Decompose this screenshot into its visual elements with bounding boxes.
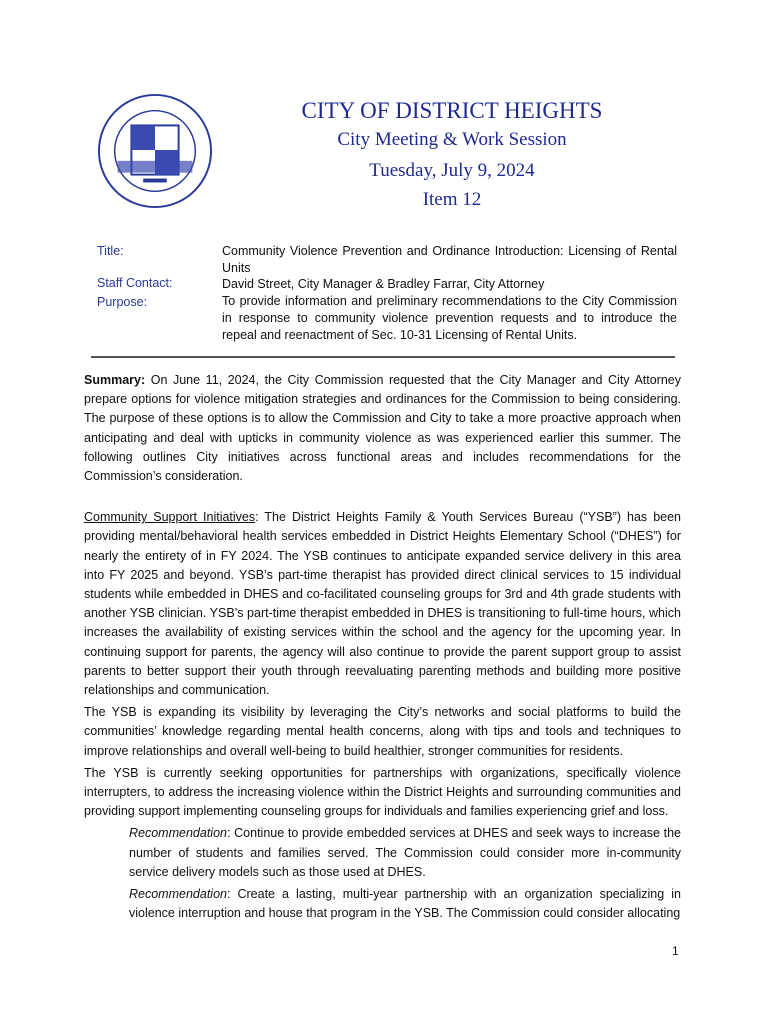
csi-text: : The District Heights Family & Youth Services Bureau (“YSB”) has been providing mental/behavioral health services embedded in District Heights Elementary School (“DHES”) for nearly the entirety of in FY 2024. The YSB continues to anticipate expanded service delivery in this area into FY 2025 and beyond. YSB’s part-time therapist has provided direct clinical services to 15 individual students while embedded in DHES and co-facilitated counseling groups for 3rd and 4th grade students with another YSB clinician. YSB’s part-time therapist embedded in DHES is transitioning to full-time hours, which increases the availability of existing services within the school and the agency for the upcoming year. In continuing support for parents, the agency will also continue to provide the parent support group to assist parents to better support their youth through reevaluating parenting methods and building more positive relationships and communication. xyxy=(84,510,682,698)
meeting-date: Tuesday, July 9, 2024 xyxy=(369,160,535,181)
recommendation-2 xyxy=(84,885,681,923)
recommendation-text: : Continue to provide embedded services at DHES and seek ways to increase the number of students and families served. The Commission could consider more in-community service delivery models such as those used at DHES. xyxy=(129,826,681,879)
org-title: CITY OF DISTRICT HEIGHTS xyxy=(301,98,603,123)
purpose-label: Purpose: xyxy=(97,295,148,309)
document-body xyxy=(84,371,681,926)
csi-label: Community Support Initiatives xyxy=(84,510,256,525)
item-number: Item 12 xyxy=(422,189,482,210)
recommendation-label: Recommendation xyxy=(129,826,227,841)
title-value: Community Violence Prevention and Ordinance Introduction: Licensing of Rental Units xyxy=(222,244,677,275)
purpose-value: To provide information and preliminary recommendations to the City Commission in response to community violence prevention requests and to introduce the repeal and reenactment of Sec. 10-31 Licensing of Rental Units. xyxy=(222,294,677,342)
title-label: Title: xyxy=(97,244,124,258)
staff-contact-value: David Street, City Manager & Bradley Farrar, City Attorney xyxy=(222,277,545,291)
summary-label: Summary: xyxy=(84,373,146,387)
page-number: 1 xyxy=(672,944,679,958)
recommendation-1 xyxy=(84,824,681,882)
staff-contact-label: Staff Contact: xyxy=(97,276,173,290)
recommendation-text: : Create a lasting, multi-year partnership with an organization specializing in violence interruption and house that program in the YSB. The Commission could consider allocating xyxy=(129,887,681,921)
city-seal-logo xyxy=(96,92,214,210)
paragraph: The YSB is expanding its visibility by leveraging the City’s networks and social platforms to build the communities’ knowledge regarding mental health concerns, along with tips and tools and techniques to improve relationships and overall well-being to build healthier, stronger communities for residents. xyxy=(84,705,681,758)
divider xyxy=(91,356,675,358)
csi-paragraph xyxy=(84,508,681,700)
recommendation-label: Recommendation xyxy=(129,887,227,902)
meeting-title: City Meeting & Work Session xyxy=(337,129,567,150)
summary-paragraph xyxy=(84,371,681,486)
summary-text: On June 11, 2024, the City Commission requested that the City Manager and City Attorney prepare options for violence mitigation strategies and ordinances for the Commission to being considering. The purpose of these options is to allow the Commission and City to take a more proactive approach when anticipating and deal with upticks in community violence as was experienced earlier this summer. The following outlines City initiatives across functional areas and includes recommendations for the Commission’s consideration. xyxy=(84,373,681,484)
paragraph: The YSB is currently seeking opportunities for partnerships with organizations, specifically violence interrupters, to address the increasing violence within the District Heights and surrounding communities and providing support implementing counseling groups for individuals and families experiencing grief and loss. xyxy=(84,765,681,819)
